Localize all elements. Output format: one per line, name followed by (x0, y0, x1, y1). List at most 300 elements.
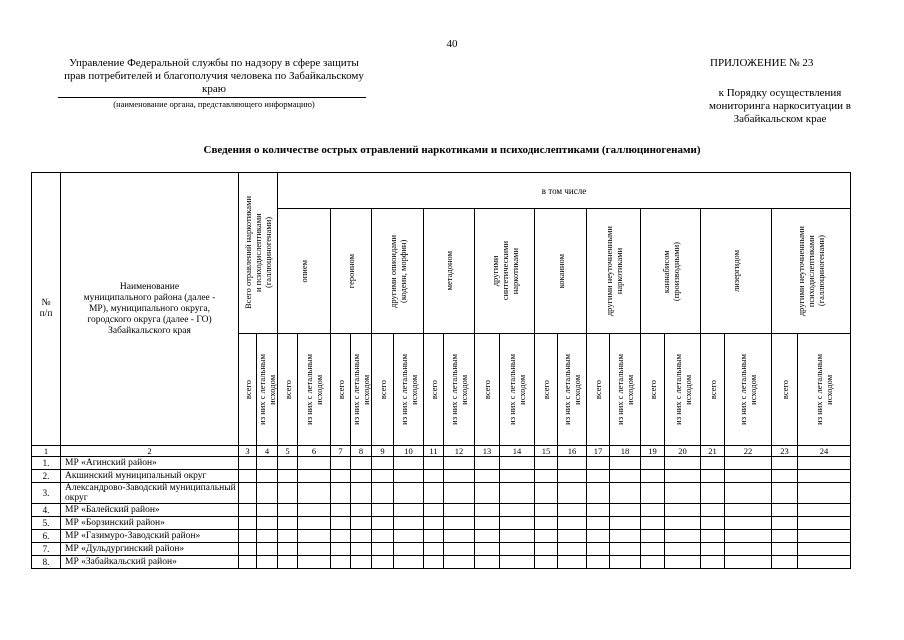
data-cell[interactable] (257, 556, 278, 569)
column-number: 24 (798, 446, 851, 457)
header-fatal (610, 334, 641, 446)
data-cell[interactable] (772, 457, 798, 470)
data-cell[interactable] (372, 483, 394, 504)
header-substance-label: лизергидом (731, 250, 741, 293)
data-cell[interactable] (372, 517, 394, 530)
column-number: 6 (298, 446, 331, 457)
appendix-description: к Порядку осуществления мониторинга наркоситуации в Забайкальском крае (709, 87, 851, 125)
data-cell[interactable] (641, 517, 665, 530)
column-number: 14 (500, 446, 535, 457)
data-cell[interactable] (798, 504, 851, 517)
data-cell[interactable] (257, 517, 278, 530)
data-cell[interactable] (500, 457, 535, 470)
page-number: 40 (446, 38, 458, 50)
row-municipality-name: МР «Агинский район» (61, 457, 239, 470)
appendix-title: ПРИЛОЖЕНИЕ № 23 (710, 57, 814, 69)
header-fatal (298, 334, 331, 446)
data-cell[interactable] (331, 483, 351, 504)
data-cell[interactable] (641, 483, 665, 504)
header-total (239, 173, 278, 334)
header-all-label: всего (541, 379, 551, 400)
row-number: 1. (32, 457, 61, 470)
header-all (372, 334, 394, 446)
data-cell[interactable] (725, 483, 772, 504)
data-cell[interactable] (372, 470, 394, 483)
data-cell[interactable] (500, 556, 535, 569)
data-cell[interactable] (394, 504, 424, 517)
data-cell[interactable] (772, 470, 798, 483)
data-cell[interactable] (444, 504, 475, 517)
column-number: 20 (665, 446, 701, 457)
table-row (32, 457, 851, 470)
data-cell[interactable] (798, 470, 851, 483)
column-number: 7 (331, 446, 351, 457)
data-cell[interactable] (372, 530, 394, 543)
data-cell[interactable] (558, 530, 587, 543)
data-cell[interactable] (278, 543, 298, 556)
data-cell[interactable] (535, 504, 558, 517)
data-cell[interactable] (351, 517, 372, 530)
column-number: 18 (610, 446, 641, 457)
header-all (641, 334, 665, 446)
table-row (32, 470, 851, 483)
table-row (32, 483, 851, 504)
data-cell[interactable] (641, 457, 665, 470)
row-number: 2. (32, 470, 61, 483)
data-cell[interactable] (772, 504, 798, 517)
column-number: 1 (32, 446, 61, 457)
data-cell[interactable] (257, 457, 278, 470)
data-cell[interactable] (424, 504, 444, 517)
data-cell[interactable] (239, 556, 257, 569)
row-municipality-name: МР «Балейский район» (61, 504, 239, 517)
data-cell[interactable] (500, 517, 535, 530)
header-substance-label: каннабисом (производными) (660, 241, 681, 301)
data-cell[interactable] (610, 457, 641, 470)
data-cell[interactable] (587, 470, 610, 483)
data-cell[interactable] (725, 556, 772, 569)
data-cell[interactable] (394, 556, 424, 569)
data-cell[interactable] (298, 530, 331, 543)
header-substance (641, 209, 701, 334)
data-cell[interactable] (278, 470, 298, 483)
header-substance (278, 209, 331, 334)
header-number (32, 173, 61, 446)
column-number: 22 (725, 446, 772, 457)
header-all-label: всего (282, 379, 293, 400)
data-cell[interactable] (587, 483, 610, 504)
column-number: 13 (475, 446, 500, 457)
row-number: 7. (32, 543, 61, 556)
data-cell[interactable] (239, 457, 257, 470)
data-cell[interactable] (278, 483, 298, 504)
data-cell[interactable] (665, 504, 701, 517)
header-all-label: всего (482, 379, 492, 400)
data-cell[interactable] (351, 530, 372, 543)
data-cell[interactable] (701, 530, 725, 543)
header-fatal-label: из них с летальным исходом (672, 354, 693, 425)
data-cell[interactable] (772, 517, 798, 530)
data-cell[interactable] (725, 543, 772, 556)
data-cell[interactable] (772, 483, 798, 504)
header-substance-label: героином (346, 254, 356, 289)
column-number: 9 (372, 446, 394, 457)
organization-caption: (наименование органа, представляющего информацию) (113, 99, 315, 109)
data-cell[interactable] (239, 483, 257, 504)
data-cell[interactable] (665, 530, 701, 543)
header-substance (372, 209, 424, 334)
data-cell[interactable] (772, 530, 798, 543)
data-cell[interactable] (351, 470, 372, 483)
data-cell[interactable] (331, 530, 351, 543)
header-substance (587, 209, 641, 334)
data-cell[interactable] (475, 543, 500, 556)
data-cell[interactable] (725, 517, 772, 530)
header-substance-label: метадоном (444, 251, 454, 291)
data-cell[interactable] (394, 530, 424, 543)
header-substance-label: другими опиоидами (кодеин, морфин) (387, 234, 408, 308)
header-substance-label: другими неуточненными наркотиками (603, 226, 624, 317)
header-fatal (500, 334, 535, 446)
header-fatal (444, 334, 475, 446)
data-cell[interactable] (424, 556, 444, 569)
data-cell[interactable] (535, 556, 558, 569)
data-cell[interactable] (475, 517, 500, 530)
header-fatal (257, 334, 278, 446)
data-cell[interactable] (535, 517, 558, 530)
data-cell[interactable] (610, 470, 641, 483)
data-cell[interactable] (475, 504, 500, 517)
data-cell[interactable] (351, 483, 372, 504)
data-cell[interactable] (587, 517, 610, 530)
data-cell[interactable] (665, 483, 701, 504)
data-cell[interactable] (298, 556, 331, 569)
row-number: 3. (32, 483, 61, 504)
data-cell[interactable] (331, 517, 351, 530)
data-cell[interactable] (351, 543, 372, 556)
header-fatal-label: из них с летальным исходом (351, 354, 371, 425)
header-fatal-label: из них с летальным исходом (304, 354, 324, 425)
data-cell[interactable] (372, 543, 394, 556)
column-number: 12 (444, 446, 475, 457)
data-cell[interactable] (298, 517, 331, 530)
table-row (32, 504, 851, 517)
header-all (239, 334, 257, 446)
data-cell[interactable] (394, 543, 424, 556)
header-fatal (665, 334, 701, 446)
data-cell[interactable] (641, 543, 665, 556)
header-fatal-label: из них с летальным исходом (814, 354, 834, 425)
data-cell[interactable] (239, 530, 257, 543)
data-cell[interactable] (701, 517, 725, 530)
data-cell[interactable] (500, 543, 535, 556)
data-cell[interactable] (394, 483, 424, 504)
data-cell[interactable] (257, 504, 278, 517)
row-municipality-name: МР «Борзинский район» (61, 517, 239, 530)
header-fatal-label: из них с летальным исходом (738, 354, 758, 425)
row-municipality-name: Александрово-Заводский муниципальный округ (61, 483, 239, 504)
data-cell[interactable] (665, 517, 701, 530)
header-fatal (725, 334, 772, 446)
data-cell[interactable] (394, 457, 424, 470)
data-cell[interactable] (424, 470, 444, 483)
data-cell[interactable] (665, 457, 701, 470)
data-cell[interactable] (331, 457, 351, 470)
data-cell[interactable] (278, 457, 298, 470)
data-cell[interactable] (500, 483, 535, 504)
data-cell[interactable] (701, 543, 725, 556)
data-cell[interactable] (298, 483, 331, 504)
header-all (475, 334, 500, 446)
header-all-label: всего (593, 379, 603, 400)
data-cell[interactable] (587, 543, 610, 556)
row-number: 5. (32, 517, 61, 530)
data-cell[interactable] (257, 543, 278, 556)
data-cell[interactable] (665, 470, 701, 483)
data-cell[interactable] (798, 517, 851, 530)
header-fatal-label: из них с летальным исходом (398, 354, 419, 425)
header-substance (772, 209, 851, 334)
header-fatal-label: из них с летальным исходом (507, 354, 527, 425)
data-cell[interactable] (331, 556, 351, 569)
header-substance-label: опием (299, 259, 309, 283)
column-number: 8 (351, 446, 372, 457)
data-cell[interactable] (331, 504, 351, 517)
header-all (587, 334, 610, 446)
data-cell[interactable] (772, 556, 798, 569)
document-title: Сведения о количестве острых отравлений наркотиками и психодислептиками (галлюциногенами) (203, 144, 701, 156)
header-fatal (351, 334, 372, 446)
data-cell[interactable] (372, 457, 394, 470)
row-number: 8. (32, 556, 61, 569)
data-cell[interactable] (641, 504, 665, 517)
data-cell[interactable] (665, 556, 701, 569)
data-cell[interactable] (558, 556, 587, 569)
data-cell[interactable] (351, 457, 372, 470)
data-cell[interactable] (424, 543, 444, 556)
header-substance (475, 209, 535, 334)
table-row (32, 530, 851, 543)
data-cell[interactable] (444, 517, 475, 530)
data-cell[interactable] (500, 504, 535, 517)
header-total-label: Всего отравлений наркотиками и психодислептиками (галлюциногенами) (243, 196, 273, 310)
data-cell[interactable] (535, 457, 558, 470)
data-cell[interactable] (424, 530, 444, 543)
data-cell[interactable] (239, 470, 257, 483)
data-cell[interactable] (239, 517, 257, 530)
organization-name: Управление Федеральной службы по надзору в сфере защиты прав потребителей и благополучия человека по Забайкальскому краю (64, 57, 364, 95)
data-cell[interactable] (610, 556, 641, 569)
column-number: 23 (772, 446, 798, 457)
data-cell[interactable] (558, 457, 587, 470)
column-number: 17 (587, 446, 610, 457)
data-cell[interactable] (424, 457, 444, 470)
header-all-label: всего (647, 379, 658, 400)
data-cell[interactable] (257, 483, 278, 504)
data-cell[interactable] (331, 470, 351, 483)
header-substance-label: другими синтетическими наркотиками (489, 241, 520, 301)
header-substance (331, 209, 372, 334)
data-cell[interactable] (610, 543, 641, 556)
header-substance (535, 209, 587, 334)
data-cell[interactable] (372, 556, 394, 569)
data-cell[interactable] (331, 543, 351, 556)
data-cell[interactable] (701, 457, 725, 470)
data-cell[interactable] (587, 556, 610, 569)
data-cell[interactable] (535, 483, 558, 504)
data-cell[interactable] (444, 457, 475, 470)
header-substance-label: другими неуточненными психодислептиками (галлюциногенами) (796, 226, 826, 317)
data-cell[interactable] (424, 517, 444, 530)
column-number: 15 (535, 446, 558, 457)
data-cell[interactable] (257, 530, 278, 543)
data-cell[interactable] (298, 504, 331, 517)
header-substance (424, 209, 475, 334)
data-cell[interactable] (798, 457, 851, 470)
header-fatal-label: из них с летальным исходом (449, 354, 469, 425)
header-in-that-number-label: в том числе (541, 185, 587, 196)
row-municipality-name: Акшинский муниципальный округ (61, 470, 239, 483)
data-cell[interactable] (535, 543, 558, 556)
header-municipality (61, 173, 239, 446)
header-all (701, 334, 725, 446)
column-number: 11 (424, 446, 444, 457)
data-cell[interactable] (535, 470, 558, 483)
data-cell[interactable] (798, 530, 851, 543)
data-cell[interactable] (558, 517, 587, 530)
header-fatal-label: из них с летальным исходом (615, 354, 635, 425)
data-cell[interactable] (558, 470, 587, 483)
data-cell[interactable] (278, 504, 298, 517)
data-cell[interactable] (610, 483, 641, 504)
data-cell[interactable] (725, 457, 772, 470)
data-cell[interactable] (610, 517, 641, 530)
data-cell[interactable] (587, 530, 610, 543)
data-cell[interactable] (798, 543, 851, 556)
data-cell[interactable] (641, 530, 665, 543)
data-cell[interactable] (772, 543, 798, 556)
header-in-that-number (278, 173, 851, 209)
header-substance-label: кокаином (555, 253, 566, 289)
data-cell[interactable] (394, 470, 424, 483)
header-fatal (798, 334, 851, 446)
data-cell[interactable] (278, 517, 298, 530)
data-cell[interactable] (701, 556, 725, 569)
data-cell[interactable] (239, 504, 257, 517)
data-cell[interactable] (278, 530, 298, 543)
data-cell[interactable] (239, 543, 257, 556)
data-cell[interactable] (444, 470, 475, 483)
data-cell[interactable] (475, 556, 500, 569)
data-cell[interactable] (610, 504, 641, 517)
header-all (331, 334, 351, 446)
data-cell[interactable] (351, 556, 372, 569)
header-number-label: № п/п (39, 298, 53, 319)
data-cell[interactable] (278, 556, 298, 569)
data-cell[interactable] (665, 543, 701, 556)
data-cell[interactable] (444, 483, 475, 504)
data-cell[interactable] (424, 483, 444, 504)
data-cell[interactable] (475, 483, 500, 504)
table-row (32, 517, 851, 530)
header-all (535, 334, 558, 446)
data-cell[interactable] (444, 556, 475, 569)
column-number: 21 (701, 446, 725, 457)
column-number: 16 (558, 446, 587, 457)
data-cell[interactable] (610, 530, 641, 543)
data-cell[interactable] (798, 556, 851, 569)
data-cell[interactable] (394, 517, 424, 530)
data-cell[interactable] (298, 470, 331, 483)
data-cell[interactable] (558, 543, 587, 556)
data-cell[interactable] (725, 470, 772, 483)
data-cell[interactable] (725, 530, 772, 543)
data-cell[interactable] (372, 504, 394, 517)
data-cell[interactable] (587, 457, 610, 470)
row-municipality-name: МР «Дульдургинский район» (61, 543, 239, 556)
header-fatal-label: из них с летальным исходом (562, 354, 582, 425)
header-all-label: всего (242, 379, 253, 400)
data-cell[interactable] (725, 504, 772, 517)
table-row (32, 543, 851, 556)
poisoning-table (31, 172, 851, 569)
data-cell[interactable] (475, 530, 500, 543)
column-number: 3 (239, 446, 257, 457)
header-all (772, 334, 798, 446)
header-all-label: всего (335, 379, 346, 400)
header-fatal-label: из них с летальным исходом (257, 354, 277, 425)
data-cell[interactable] (351, 504, 372, 517)
header-all (278, 334, 298, 446)
row-municipality-name: МР «Газимуро-Заводский район» (61, 530, 239, 543)
header-all-label: всего (779, 379, 790, 400)
data-cell[interactable] (298, 457, 331, 470)
data-cell[interactable] (298, 543, 331, 556)
data-cell[interactable] (701, 483, 725, 504)
data-cell[interactable] (798, 483, 851, 504)
header-all-label: всего (377, 379, 388, 400)
data-cell[interactable] (701, 504, 725, 517)
data-cell[interactable] (587, 504, 610, 517)
data-cell[interactable] (641, 470, 665, 483)
header-substance (701, 209, 772, 334)
data-cell[interactable] (535, 530, 558, 543)
data-cell[interactable] (701, 470, 725, 483)
header-all-label: всего (428, 379, 439, 400)
data-cell[interactable] (500, 530, 535, 543)
column-number: 10 (394, 446, 424, 457)
data-cell[interactable] (475, 457, 500, 470)
data-cell[interactable] (444, 530, 475, 543)
row-number: 4. (32, 504, 61, 517)
data-cell[interactable] (558, 504, 587, 517)
header-municipality-label: Наименование муниципального района (далее - МР), муниципального округа, городского округа (далее - ГО) Забайкальского края (83, 281, 216, 336)
table-row (32, 556, 851, 569)
data-cell[interactable] (500, 470, 535, 483)
data-cell[interactable] (257, 470, 278, 483)
header-all-label: всего (707, 379, 718, 400)
data-cell[interactable] (444, 543, 475, 556)
data-cell[interactable] (558, 483, 587, 504)
data-cell[interactable] (475, 470, 500, 483)
organization-underline (58, 97, 366, 98)
data-cell[interactable] (641, 556, 665, 569)
column-number: 4 (257, 446, 278, 457)
row-municipality-name: МР «Забайкальский район» (61, 556, 239, 569)
header-fatal (394, 334, 424, 446)
row-number: 6. (32, 530, 61, 543)
column-number: 2 (61, 446, 239, 457)
